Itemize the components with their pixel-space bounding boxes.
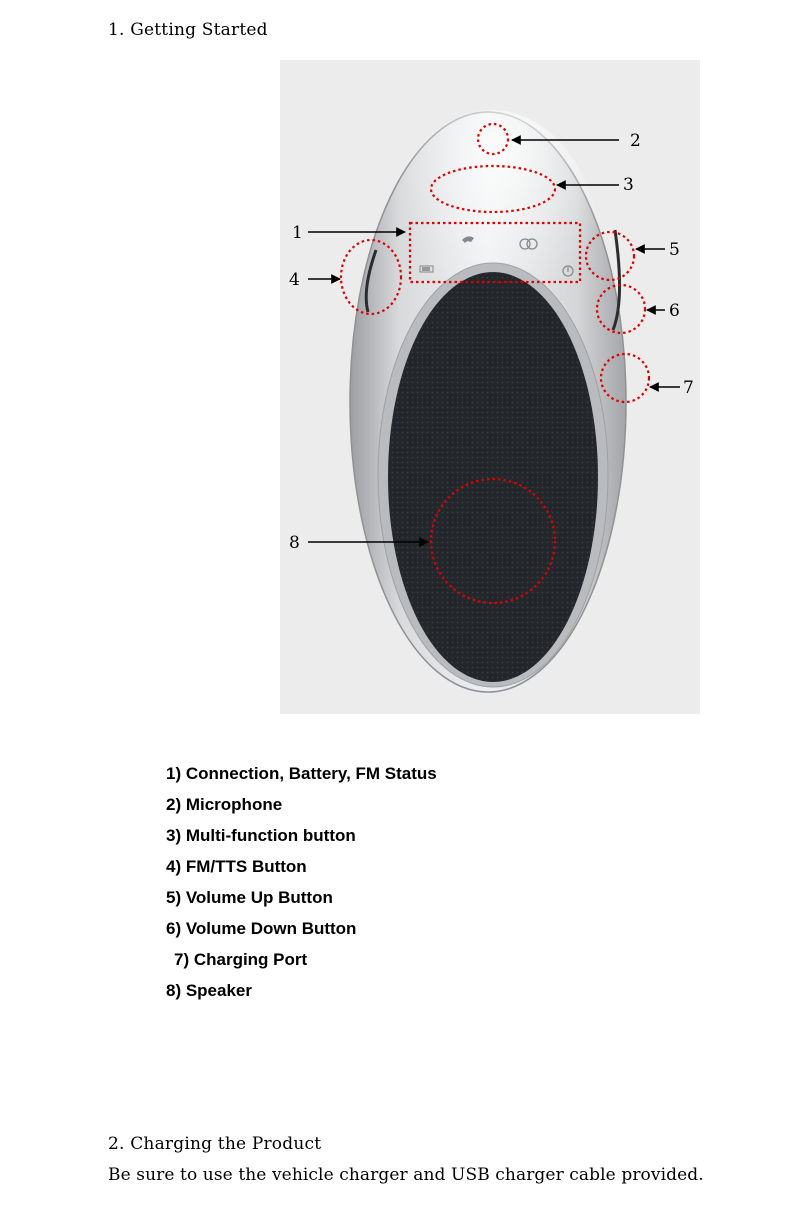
speaker-grille bbox=[388, 272, 598, 682]
legend-item-multi-function-button: 3) Multi-function button bbox=[166, 826, 356, 845]
legend-item-volume-down-button: 6) Volume Down Button bbox=[166, 919, 357, 938]
section-heading-getting-started: 1. Getting Started bbox=[108, 20, 268, 40]
callout-label-3: 3 bbox=[623, 175, 634, 195]
legend-item-charging-port: 7) Charging Port bbox=[174, 950, 308, 969]
legend-item-connection-status: 1) Connection, Battery, FM Status bbox=[166, 764, 437, 783]
callout-label-6: 6 bbox=[669, 301, 680, 321]
device-photo bbox=[280, 60, 700, 714]
callout-label-4: 4 bbox=[289, 270, 300, 290]
parts-legend bbox=[166, 762, 437, 1010]
legend-item-fm-tts-button: 4) FM/TTS Button bbox=[166, 857, 307, 876]
device-diagram bbox=[280, 60, 700, 714]
callout-label-2: 2 bbox=[630, 131, 641, 151]
legend-item-volume-up-button: 5) Volume Up Button bbox=[166, 888, 333, 907]
legend-item-speaker: 8) Speaker bbox=[166, 981, 252, 1000]
callout-label-7: 7 bbox=[683, 378, 694, 398]
charging-instructions: Be sure to use the vehicle charger and USB charger cable provided. bbox=[108, 1165, 704, 1185]
callout-label-8: 8 bbox=[289, 533, 300, 553]
callout-label-1: 1 bbox=[292, 223, 303, 243]
callout-label-5: 5 bbox=[669, 240, 680, 260]
legend-item-microphone: 2) Microphone bbox=[166, 795, 283, 814]
section-heading-charging: 2. Charging the Product bbox=[108, 1134, 322, 1154]
